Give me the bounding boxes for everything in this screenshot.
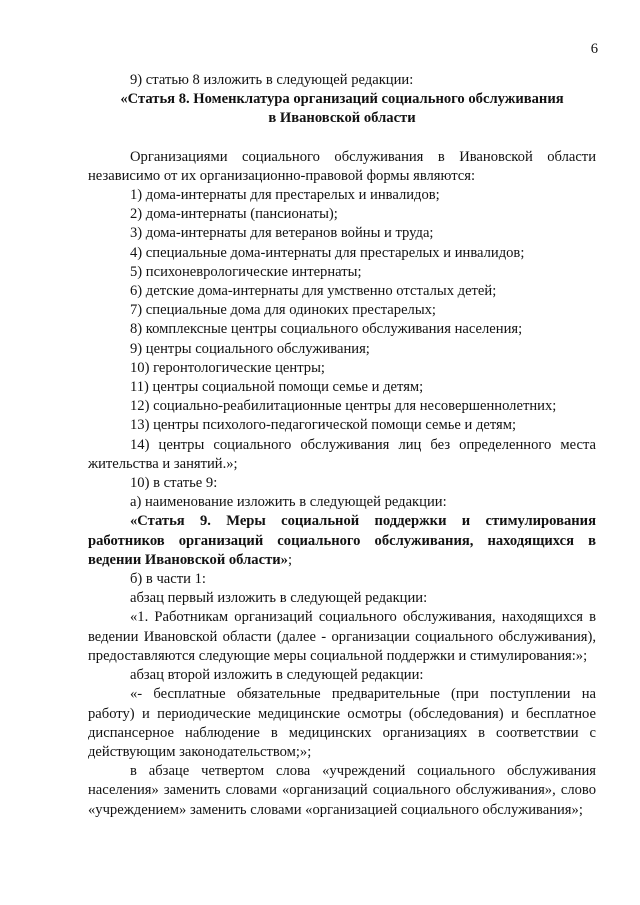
list-item: 6) детские дома-интернаты для умственно отсталых детей; [130, 283, 497, 300]
paragraph-b4-text: в абзаце четвертом слова «учреждений социального обслуживания населения» заменить словами «организаций социального обслуживания», слово «учреждением» заменить словами «организацией социального обслуживания»; [88, 763, 596, 818]
list-item: 12) социально-реабилитационные центры для несовершеннолетних; [130, 398, 557, 415]
list-item: 3) дома-интернаты для ветеранов войны и труда; [130, 225, 434, 242]
article-9-title [88, 512, 596, 570]
list-item: 10) геронтологические центры; [130, 359, 325, 376]
list-item: 14) центры социального обслуживания лиц без определенного места жительства и занятий.»; [88, 436, 596, 472]
list-item: 5) психоневрологические интернаты; [130, 263, 362, 280]
paragraph-b1-text: «1. Работникам организаций социального обслуживания, находящихся в ведении Ивановской области (далее - организации социального обслуживания), предоставляются следующие меры социальной поддержки и стимулирования:»; [88, 609, 596, 664]
document-body [88, 71, 596, 820]
article-8-heading [88, 90, 596, 128]
paragraph-a: а) наименование изложить в следующей редакции: [130, 494, 447, 511]
paragraph-b2: абзац второй изложить в следующей редакции: [130, 667, 424, 684]
lead-paragraph: Организациями социального обслуживания в Ивановской области независимо от их организационно-правовой формы являются: [88, 148, 596, 184]
heading-line-2: в Ивановской области [268, 110, 416, 127]
article-9-tail: ; [287, 551, 293, 568]
list-item: 2) дома-интернаты (пансионаты); [130, 206, 338, 223]
list-item: 7) специальные дома для одиноких престарелых; [130, 302, 436, 319]
heading-line-1: «Статья 8. Номенклатура организаций социального обслуживания [120, 91, 564, 108]
list-item: 4) специальные дома-интернаты для престарелых и инвалидов; [130, 244, 525, 261]
paragraph-10: 10) в статье 9: [130, 475, 218, 492]
organization-list [88, 186, 596, 474]
intro-paragraph: 9) статью 8 изложить в следующей редакции: [130, 72, 414, 88]
list-item: 9) центры социального обслуживания; [130, 340, 370, 357]
list-item: 13) центры психолого-педагогической помощи семье и детям; [130, 417, 517, 434]
list-item: 1) дома-интернаты для престарелых и инвалидов; [130, 187, 440, 204]
paragraph-b1: абзац первый изложить в следующей редакции: [130, 590, 428, 607]
list-item: 11) центры социальной помощи семье и детям; [130, 379, 424, 396]
page-number: 6 [590, 41, 598, 57]
article-9-bold: «Статья 9. Меры социальной поддержки и стимулирования работников организаций социального обслуживания, находящихся в ведении Ивановской области» [88, 513, 596, 568]
paragraph-b2-text: «- бесплатные обязательные предварительные (при поступлении на работу) и периодические медицинские осмотры (обследования) и бесплатное диспансерное наблюдение в медицинских организациях в соответствии с действующим законодательством;»; [88, 686, 596, 760]
list-item: 8) комплексные центры социального обслуживания населения; [130, 321, 523, 338]
paragraph-b: б) в части 1: [130, 571, 206, 588]
